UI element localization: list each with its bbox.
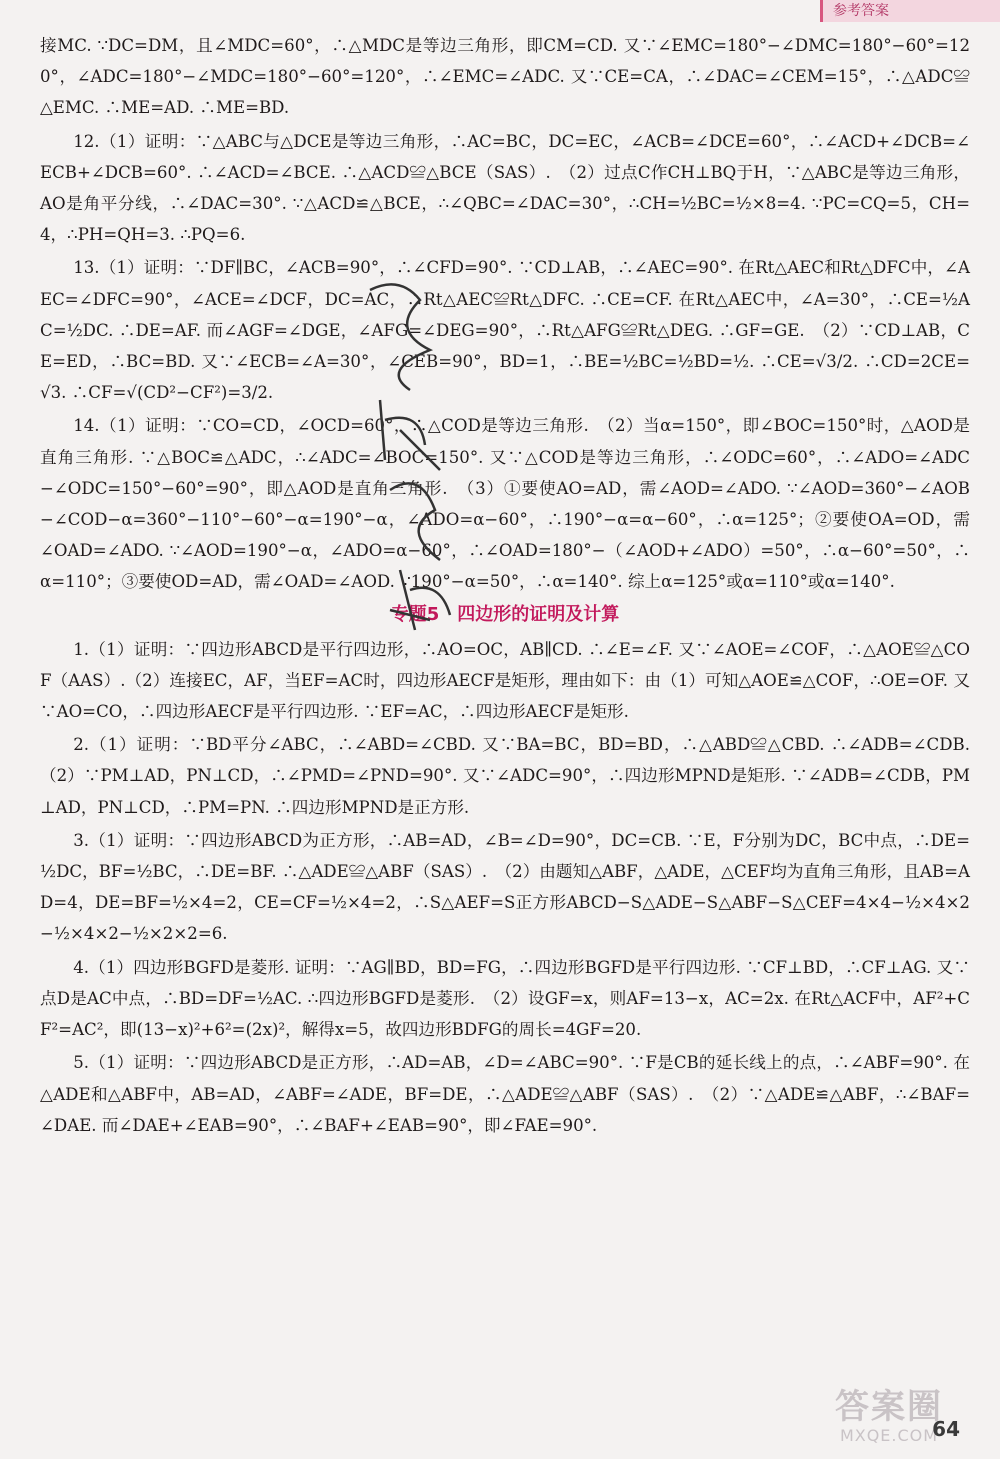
paragraph-s5-3: 3.（1）证明：∵四边形ABCD为正方形，∴AB=AD，∠B=∠D=90°，DC=CB. ∵E，F分别为DC，BC中点，∴DE=½DC，BF=½BC，∴DE=BF. ∴△ADE≌△ABF（SAS）. （2）由题知△ABF，△ADE，△CEF均为直角三角形，且AB=AD=4，DE=BF=½×4=2，CE=CF=½×4=2，∴S△AEF=S正方形ABCD−S△ADE−S△ABF−S△CEF=4×4−½×4×2−½×4×2−½×2×2=6. bbox=[40, 830, 970, 944]
paragraph-13: 13.（1）证明：∵DF∥BC，∠ACB=90°，∴∠CFD=90°. ∵CD⊥AB，∴∠AEC=90°. 在Rt△AEC和Rt△DFC中，∠AEC=∠DFC=90°，∠ACE=∠DCF，DC=AC，∴Rt△AEC≌Rt△DFC. ∴CE=CF. 在Rt△AEC中，∠A=30°，∴CE=½AC=½DC. ∴DE=AF. 而∠AGF=∠DGE，∠AFG=∠DEG=90°，∴Rt△AFG≌Rt△DEG. ∴GF=GE. （2）∵CD⊥AB，CE=ED，∴BC=BD. 又∵∠ECB=∠A=30°，∠CEB=90°，BD=1，∴BE=½BC=½BD=½. ∴CE=√3/2. ∴CD=2CE=√3. ∴CF=√(CD²−CF²)=3/2. bbox=[40, 258, 970, 403]
paragraph-s5-1: 1.（1）证明：∵四边形ABCD是平行四边形，∴AO=OC，AB∥CD. ∴∠E=∠F. 又∵∠AOE=∠COF，∴△AOE≌△COF（AAS）.（2）连接EC，AF，当EF=AC时，四边形AECF是矩形，理由如下：由（1）可知△AOE≌△COF，∴OE=OF. 又∵AO=CO，∴四边形AECF是平行四边形. ∵EF=AC，∴四边形AECF是矩形. bbox=[40, 639, 970, 722]
paragraph-s5-5: 5.（1）证明：∵四边形ABCD是正方形，∴AD=AB，∠D=∠ABC=90°. ∵F是CB的延长线上的点，∴∠ABF=90°. 在△ADE和△ABF中，AB=AD，∠ABF=∠ADE，BF=DE，∴△ADE≌△ABF（SAS）. （2）∵△ADE≌△ABF，∴∠BAF=∠DAE. 而∠DAE+∠EAB=90°，∴∠BAF+∠EAB=90°，即∠FAE=90°. bbox=[40, 1053, 970, 1135]
watermark-sub: MXQE.COM bbox=[839, 1426, 939, 1445]
header-tab bbox=[820, 0, 1000, 22]
watermark-main: 答案圈 bbox=[835, 1387, 943, 1427]
paragraph-s5-4: 4.（1）四边形BGFD是菱形. 证明：∵AG∥BD，BD=FG，∴四边形BGFD是平行四边形. ∵CF⊥BD，∴CF⊥AG. 又∵点D是AC中点，∴BD=DF=½AC. ∴四边形BGFD是菱形. （2）设GF=x，则AF=13−x，AC=2x. 在Rt△ACF中，AF²+CF²=AC²，即(13−x)²+6²=(2x)²，解得x=5，故四边形BDFG的周长=4GF=20. bbox=[40, 957, 970, 1040]
handwritten-scribble bbox=[340, 270, 480, 650]
paragraph-s5-2: 2.（1）证明：∵BD平分∠ABC，∴∠ABD=∠CBD. 又∵BA=BC，BD=BD，∴△ABD≌△CBD. ∴∠ADB=∠CDB.（2）∵PM⊥AD，PN⊥CD，∴∠PMD=∠PND=90°. 又∵∠ADC=90°，∴四边形MPND是矩形. ∵∠ADB=∠CDB，PM⊥AD，PN⊥CD，∴PM=PN. ∴四边形MPND是正方形. bbox=[40, 735, 970, 817]
page-number: 64 bbox=[932, 1417, 960, 1441]
section-title: 专题5 四边形的证明及计算 bbox=[390, 603, 620, 625]
paragraph-14: 14.（1）证明：∵CO=CD，∠OCD=60°，∴△COD是等边三角形. （2）当α=150°，即∠BOC=150°时，△AOD是直角三角形. ∵△BOC≌△ADC，∴∠ADC=∠BOC=150°. 又∵△COD是等边三角形，∴∠ODC=60°，∴∠ADO=∠ADC−∠ODC=150°−60°=90°，即△AOD是直角三角形. （3）①要使AO=AD，需∠AOD=∠ADO. ∵∠AOD=360°−∠AOB−∠COD−α=360°−110°−60°−α=190°−α，∠ADO=α−60°，∴190°−α=α−60°，∴α=125°；②要使OA=OD，需∠OAD=∠ADO. ∵∠AOD=190°−α，∠ADO=α−60°，∴∠OAD=180°−（∠AOD+∠ADO）=50°，∴α−60°=50°，∴α=110°；③要使OD=AD，需∠OAD=∠AOD. ∵190°−α=50°，∴α=140°. 综上α=125°或α=110°或α=140°. bbox=[40, 416, 970, 592]
paragraph-11-continued: 接MC. ∵DC=DM，且∠MDC=60°，∴△MDC是等边三角形，即CM=CD. 又∵∠EMC=180°−∠DMC=180°−60°=120°，∠ADC=180°−∠MDC=180°−60°=120°，∴∠EMC=∠ADC. 又∵CE=CA，∴∠DAC=∠CEM=15°，∴△ADC≌△EMC. ∴ME=AD. ∴ME=BD. bbox=[40, 36, 970, 118]
paragraph-12: 12.（1）证明：∵△ABC与△DCE是等边三角形，∴AC=BC，DC=EC，∠ACB=∠DCE=60°，∴∠ACD+∠DCB=∠ECB+∠DCB=60°. ∴∠ACD=∠BCE. ∴△ACD≌△BCE（SAS）. （2）过点C作CH⊥BQ于H，∵△ABC是等边三角形，AO是角平分线，∴∠DAC=30°. ∵△ACD≌△BCE，∴∠QBC=∠DAC=30°，∴CH=½BC=½×8=4. ∵PC=CQ=5，CH=4，∴PH=QH=3. ∴PQ=6. bbox=[40, 131, 970, 245]
header-tab-label: 参考答案 bbox=[833, 3, 889, 19]
answer-page bbox=[40, 30, 970, 1143]
